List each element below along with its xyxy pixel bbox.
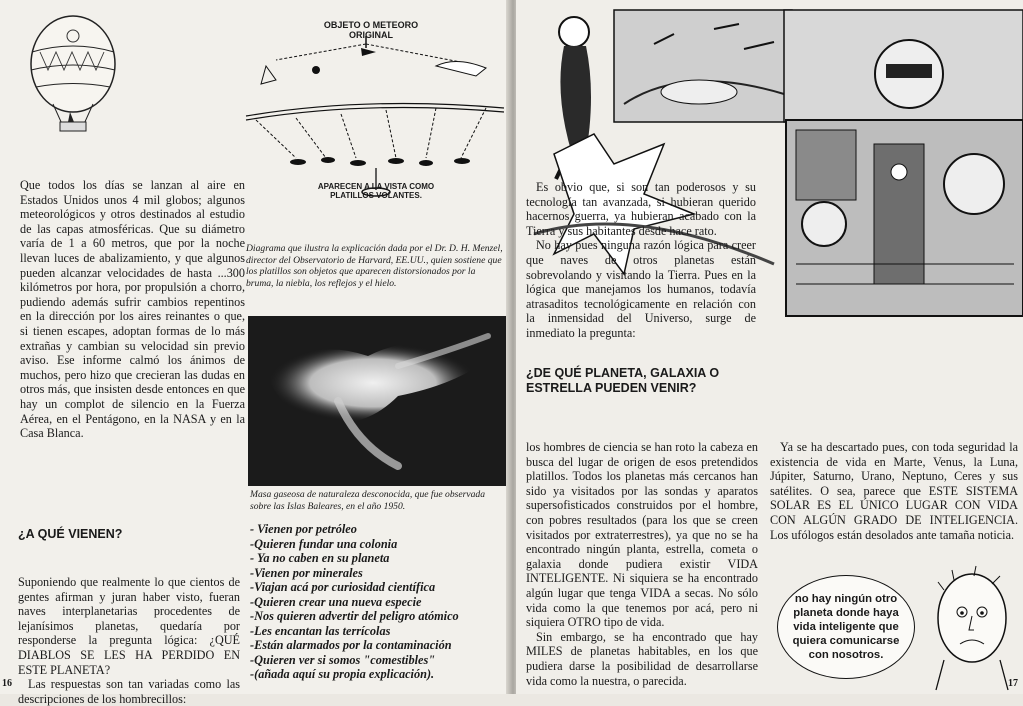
reason-item: -Nos quieren advertir del peligro atómico <box>250 609 459 623</box>
page-number-right: 17 <box>1008 678 1018 689</box>
worried-man-cartoon <box>914 560 1014 690</box>
diagram-caption: Diagrama que ilustra la explicación dada por el Dr. D. H. Menzel, director del Observatorio de Harvard, EE.UU., quien sostiene que los platillos son objetos que aparecen distorsionados por la bruma, la niebla, los reflejos y el hielo. <box>246 243 503 289</box>
reason-item: -Viajan acá por curiosidad científica <box>250 580 436 594</box>
section-heading-origin: ¿DE QUÉ PLANETA, GALAXIA O ESTRELLA PUEDEN VENIR? <box>526 366 720 395</box>
section-heading-why: ¿A QUÉ VIENEN? <box>18 527 123 541</box>
right-paragraph-1: Es obvio que, si son tan poderosos y su tecnología tan avanzada, si hubieran querido hacernos guerra, ya hubieran acabado con la Tierra y sus habitantes desde hace rato. <box>526 180 756 238</box>
origin-column-2 <box>770 440 1018 542</box>
why-paragraph-2: Las respuestas son tan variadas como las descripciones de los hombrecillos: <box>18 677 240 706</box>
why-paragraph-1: Suponiendo que realmente lo que cientos de gentes afirman y juran haber visto, fueran naves interplanetarias procedentes de lejanísimos planetas, quedaría por responderse la pregunta lógica: ¿QUÉ DIABLOS SE LES HA PERDIDO EN ESTE PLANETA? <box>18 575 240 677</box>
reason-item: -Quieren fundar una colonia <box>250 536 398 551</box>
photo-caption: Masa gaseosa de naturaleza desconocida, que fue observada sobre las Islas Baleares, en el año 1950. <box>250 489 486 512</box>
meteor-diagram <box>236 8 508 198</box>
origin-column-1 <box>526 440 758 688</box>
why-text <box>18 575 240 706</box>
reason-item: -Quieren crear una nueva especie <box>250 594 422 609</box>
diagram-title: OBJETO O METEORO ORIGINAL <box>323 20 419 40</box>
page-number-left: 16 <box>2 678 12 689</box>
reason-item: -Les encantan las terrícolas <box>250 623 391 638</box>
right-paragraph-2: No hay pues ninguna razón lógica para creer que naves de otros planetas están sobrevolando y visitando la Tierra. Pues en la lógica que manejamos los humanos, todavía atrasaditos tecnológicamente en relación con la inmensidad del Universo, surge de inmediato la pregunta: <box>526 238 756 340</box>
speech-bubble: no hay ningún otro planeta donde haya vida inteligente que quiera comunicarse con nosotros. <box>777 575 915 679</box>
reasons-list <box>250 522 508 682</box>
reason-item: - Ya no caben en su planeta <box>250 551 390 565</box>
solar-system-paragraph: Ya se ha descartado pues, con toda seguridad la existencia de vida en Marte, Venus, la Luna, Júpiter, Saturno, Urano, Neptuno, Ceres y sus satélites. O sea, parece que ESTE SISTEMA SOLAR ES EL ÚNICO LUGAR CON VIDA CON ALGÚN GRADO DE INTELIGENCIA. Los ufólogos están desolados ante tamaña noticia. <box>770 440 1018 542</box>
right-page <box>516 0 1023 694</box>
reason-item: -Vienen por minerales <box>250 565 363 580</box>
intro-text <box>526 180 756 341</box>
origin-paragraph-1: los hombres de ciencia se han roto la cabeza en busca del lugar de origen de esos pretendidos platillos. Todos los planetas más cercanos han sido ya visitados por las sondas y aparatos supersofisticados construidos por el hombre, con pobres resultados (para los que se creen visitados por extraterrestres), ya que no se ha encontrado ningún planta, estrella, cometa o galaxia donde pudiera existir VIDA INTELIGENTE. Ni siquiera se ha encontrado algún lugar que tenga VIDA a secas. No sólo vida como la que tenemos por acá, pero ni siquiera OTRO tipo de vida. <box>526 440 758 630</box>
reason-item: -(añada aquí su propia explicación). <box>250 667 435 681</box>
gaseous-mass-photo <box>248 316 506 486</box>
reason-item: -Están alarmados por la contaminación <box>250 638 452 652</box>
intro-paragraph: Que todos los días se lanzan al aire en Estados Unidos unos 4 mil globos; algunos meteorológicos y otros destinados al estudio de las capas atmosféricas. Que su diámetro varía de 1 a 60 metros, que por la noche llevan luces de abalizamiento, y que algunos pueden alcanzar velocidades de hasta ...300 kilómetros por hora, por propulsión a chorro, pudiendo además sufrir cambios repentinos en la dirección por los aires reinantes o que, si tienen escapes, adoptan formas de lo más extrañas y cambian su velocidad sin previo aviso. Ese informe calmó los ánimos de muchos, pero hizo que crecieran las dudas en otros más, que insisten desde entonces en que hay un complot de silencio en la Fuerza Aérea, en el Pentágono, en la NASA y en la Casa Blanca. <box>20 178 245 441</box>
reason-item: - Vienen por petróleo <box>250 522 357 536</box>
origin-paragraph-2: Sin embargo, se ha encontrado que hay MILES de planetas habitables, en los que pudiera darse la posibilidad de desarrollarse vida como la nuestra, o parecida. <box>526 629 758 688</box>
hot-air-balloon-illustration <box>18 12 128 152</box>
diagram-bottom-label: APARECEN A LA VISTA COMO PLATILLOS VOLANTES. <box>317 182 435 200</box>
left-page <box>0 0 510 706</box>
reason-item: -Quieren ver si somos "comestibles" <box>250 652 436 667</box>
